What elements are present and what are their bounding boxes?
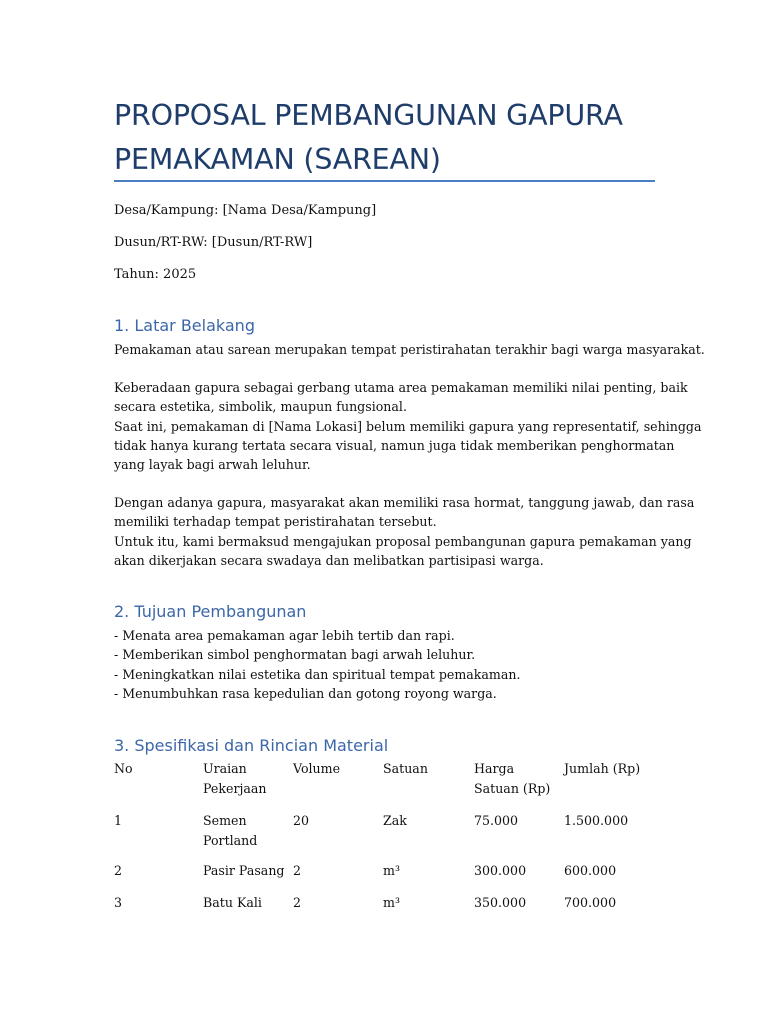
table-header-harga [474,759,550,798]
table-header-volume: Volume [293,761,341,776]
paragraph-2 [114,378,702,474]
paragraph-line: secara estetika, simbolik, maupun fungsional. [114,399,407,415]
paragraph-line: Keberadaan gapura sebagai gerbang utama area pemakaman memiliki nilai penting, baik [114,380,688,395]
table-cell-satuan: m³ [383,863,400,878]
table-cell-jumlah: 700.000 [564,895,617,910]
document-title [114,94,674,182]
paragraph-line: Untuk itu, kami bermaksud mengajukan proposal pembangunan gapura pemakaman yang [114,533,692,549]
tujuan-list [114,626,521,703]
table-cell-uraian [203,811,257,850]
meta-tahun: Tahun: 2025 [114,267,197,282]
section-heading-spesifikasi: 3. Spesifikasi dan Rincian Material [114,736,389,755]
table-header-no: No [114,761,133,776]
table-header-satuan: Satuan [383,761,428,776]
table-cell-uraian: Pasir Pasang [203,863,285,878]
section-heading-tujuan: 2. Tujuan Pembangunan [114,602,307,621]
title-underline [114,180,655,182]
table-cell-satuan: Zak [383,813,407,828]
table-cell-uraian: Batu Kali [203,895,262,910]
paragraph-line: memiliki terhadap tempat peristirahatan tersebut. [114,514,437,530]
cell-line: Semen [203,813,247,828]
list-item: - Memberikan simbol penghormatan bagi arwah leluhur. [114,647,476,663]
header-line: Pekerjaan [203,780,267,796]
table-cell-satuan: m³ [383,895,400,910]
meta-desa: Desa/Kampung: [Nama Desa/Kampung] [114,203,377,218]
table-cell-no: 1 [114,813,123,828]
header-line: Uraian [203,761,247,776]
list-item: - Meningkatkan nilai estetika dan spiritual tempat pemakaman. [114,666,521,682]
paragraph-3 [114,493,695,570]
table-cell-no: 3 [114,895,123,910]
table-cell-volume: 2 [293,863,302,878]
table-cell-no: 2 [114,863,123,878]
paragraph-line: akan dikerjakan secara swadaya dan melibatkan partisipasi warga. [114,552,544,568]
table-cell-jumlah: 600.000 [564,863,617,878]
title-line-1: PROPOSAL PEMBANGUNAN GAPURA [114,99,623,132]
paragraph-line: yang layak bagi arwah leluhur. [114,457,311,473]
table-cell-volume: 20 [293,813,310,828]
header-line: Harga [474,761,515,776]
table-cell-harga: 75.000 [474,813,519,828]
meta-dusun: Dusun/RT-RW: [Dusun/RT-RW] [114,235,313,250]
header-line: Satuan (Rp) [474,780,551,796]
paragraph-line: Saat ini, pemakaman di [Nama Lokasi] belum memiliki gapura yang representatif, sehingga [114,418,702,434]
paragraph-1 [114,340,705,359]
table-header-uraian [203,759,267,798]
cell-line: Portland [203,832,258,848]
list-item: - Menumbuhkan rasa kepedulian dan gotong royong warga. [114,685,497,701]
title-line-2: PEMAKAMAN (SAREAN) [114,143,441,176]
section-heading-latar-belakang: 1. Latar Belakang [114,316,255,335]
table-cell-jumlah: 1.500.000 [564,813,629,828]
paragraph-line: Dengan adanya gapura, masyarakat akan memiliki rasa hormat, tanggung jawab, dan rasa [114,495,695,510]
table-cell-harga: 350.000 [474,895,527,910]
list-item: - Menata area pemakaman agar lebih tertib dan rapi. [114,628,455,643]
table-cell-harga: 300.000 [474,863,527,878]
paragraph-line: tidak hanya kurang tertata secara visual, namun juga tidak memberikan penghormatan [114,437,675,453]
table-cell-volume: 2 [293,895,302,910]
table-header-jumlah: Jumlah (Rp) [564,761,641,776]
paragraph-line: Pemakaman atau sarean merupakan tempat peristirahatan terakhir bagi warga masyarakat. [114,342,705,357]
